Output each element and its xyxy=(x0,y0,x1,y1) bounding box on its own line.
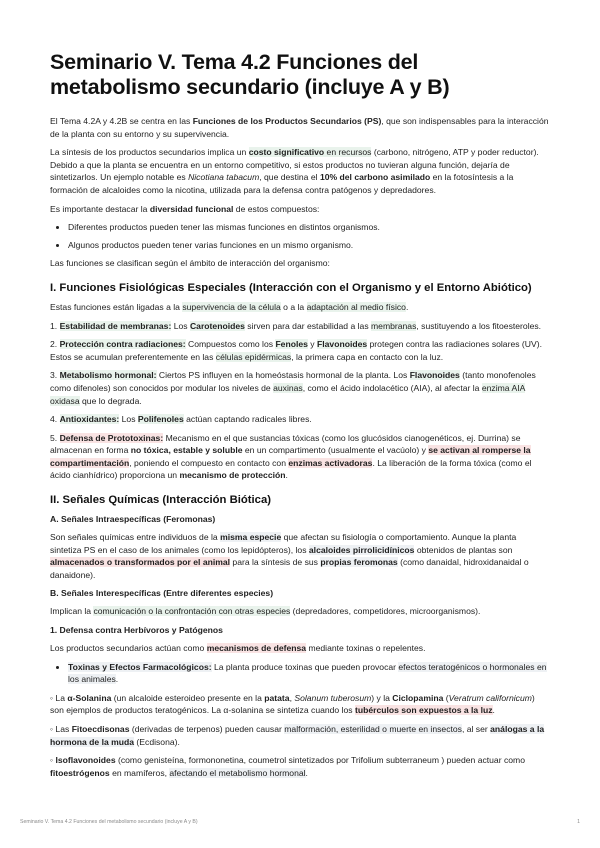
highlight: propias feromonas xyxy=(320,557,398,568)
highlight: enzimas activadoras xyxy=(288,457,373,468)
text: en la fotosíntesis a la formación de alcaloides como la nicotina, utilizada para la defensa contra patógenos y depredadores. xyxy=(50,172,514,195)
subsection-1-paragraph xyxy=(50,642,550,655)
highlight: costo significativo xyxy=(248,147,325,158)
text: , poniendo el compuesto en contacto con xyxy=(129,457,289,468)
highlight: supervivencia de la célula xyxy=(182,301,281,312)
text: (carbono, nitrógeno, ATP y poder reductor). Debido a que la planta se encuentra en un entorno competitivo, si estos productos no tuvieran alguna función, dejaría de sintetizarlos. Un ejemplo notable es xyxy=(50,147,539,183)
section-1-item-2 xyxy=(50,338,550,363)
text: (un alcaloide esteroideo presente en la xyxy=(111,692,265,703)
intro-bullet-list xyxy=(50,221,550,251)
highlight: comunicación o la confrontación con otras especies xyxy=(93,606,291,617)
highlight: en recursos xyxy=(324,147,372,158)
text: , que destina el xyxy=(259,172,320,183)
italic-text: Veratrum californicum xyxy=(448,692,532,703)
highlight: Polifenoles xyxy=(137,414,184,425)
text: Son señales químicas entre individuos de la xyxy=(50,532,221,543)
solanine-paragraph xyxy=(50,692,550,717)
subsection-1-heading: 1. Defensa contra Herbívoros y Patógenos xyxy=(50,625,223,636)
text: o a la xyxy=(280,301,307,312)
bold-text: 10% del carbono asimilado xyxy=(319,172,431,183)
highlight: células epidérmicas xyxy=(215,351,292,362)
document-page xyxy=(50,50,550,785)
subsection-b-paragraph xyxy=(50,605,550,618)
highlight: se activan al romperse la compartimentación xyxy=(50,445,531,468)
italic-text: Nicotiana tabacum xyxy=(188,172,260,183)
text: . xyxy=(305,767,308,778)
text: Implican la xyxy=(50,606,94,617)
highlight: Toxinas y Efectos Farmacológicos: xyxy=(68,661,212,672)
text: , la primera capa en contacto con la luz. xyxy=(291,351,444,362)
text: (tanto monofenoles como difenoles) son conocidos por modular los niveles de xyxy=(50,370,536,393)
text: Ciertos PS influyen en la homeóstasis hormonal de la planta. Los xyxy=(156,370,410,381)
highlight: Protección contra radiaciones: xyxy=(59,339,186,350)
text: Los productos secundarios actúan como xyxy=(50,643,207,654)
list-item xyxy=(68,661,550,686)
highlight: afectando el metabolismo hormonal xyxy=(169,767,306,778)
text: , xyxy=(289,692,295,703)
highlight: Metabolismo hormonal: xyxy=(59,370,157,381)
text: La síntesis de los productos secundarios implica un xyxy=(50,147,249,158)
section-1-item-4 xyxy=(50,413,550,426)
text: actúan captando radicales libres. xyxy=(183,414,312,425)
item-number: 4. xyxy=(50,414,60,425)
bold-text: α-Solanina xyxy=(67,692,112,703)
highlight: Flavonoides xyxy=(317,339,368,350)
text: ◦ xyxy=(50,755,56,766)
highlight: alcaloides pirrolicidínicos xyxy=(308,544,415,555)
page-title: Seminario V. Tema 4.2 Funciones del metabolismo secundario (incluye A y B) xyxy=(50,50,450,99)
highlight: adaptación al medio físico xyxy=(306,301,406,312)
highlight: mecanismos de defensa xyxy=(206,643,307,654)
text: que lo degrada. xyxy=(79,395,142,406)
highlight: análogas a la hormona de la muda xyxy=(50,724,545,747)
page-number: 1 xyxy=(577,819,580,825)
item-number: 2. xyxy=(50,339,60,350)
text: Mecanismo en el que sustancias tóxicas (como los glucósidos cianogenéticos, ej. Durrina) se almacenan en forma xyxy=(50,432,521,456)
bold-text: diversidad funcional xyxy=(149,203,234,214)
item-number: 1. xyxy=(50,320,60,331)
text: sirven para dar estabilidad a las xyxy=(244,320,372,331)
text: en un compartimento (usualmente el vacúolo) y xyxy=(242,445,429,456)
highlight: Estabilidad de membranas: xyxy=(59,320,172,331)
text: ( xyxy=(443,692,449,703)
highlight: Fenoles xyxy=(275,339,308,350)
text: ) y la xyxy=(371,692,393,703)
text: para la síntesis de sus xyxy=(230,557,321,568)
text: , sustituyendo a los fitoesteroles. xyxy=(416,320,542,331)
text: ) son ejemplos de productos teratogénicos. La α-solanina se sintetiza cuando los xyxy=(50,692,535,716)
bold-text: Ciclopamina xyxy=(392,692,444,703)
section-1-lead xyxy=(50,301,550,314)
text: . xyxy=(285,470,288,481)
bold-text: Isoflavonoides xyxy=(55,755,116,766)
text: El Tema 4.2A y 4.2B se centra en las xyxy=(50,116,193,126)
subsection-b-heading: B. Señales Interespecíficas (Entre diferentes especies) xyxy=(50,588,274,599)
text: , que son indispensables para la interacción de la planta con su entorno y su supervivencia. xyxy=(50,116,549,139)
italic-text: Solanum tuberosum xyxy=(294,692,372,703)
highlight: efectos teratogénicos o hormonales en los animales xyxy=(68,661,547,685)
intro-paragraph-4: Las funciones se clasifican según el ámbito de interacción del organismo: xyxy=(50,258,330,269)
intro-paragraph-2 xyxy=(50,146,550,196)
bold-text: no tóxica, estable y soluble xyxy=(130,445,243,456)
highlight: almacenados o transformados por el animal xyxy=(50,557,231,568)
text: , como el ácido indolacético (AIA), al afectar la xyxy=(302,382,482,393)
text: . La liberación de la forma tóxica (como el ácido cianhídrico) proporciona un xyxy=(50,457,532,481)
item-number: 3. xyxy=(50,370,60,381)
highlight: Flavonoides xyxy=(409,370,460,381)
section-1-item-3 xyxy=(50,369,550,407)
bold-text: fitoestrógenos xyxy=(50,767,110,778)
text: Los xyxy=(119,414,138,425)
text: (derivadas de terpenos) pueden causar xyxy=(129,724,285,734)
section-1-item-1 xyxy=(50,320,550,333)
bold-text: Fitoecdisonas xyxy=(71,724,130,734)
bold-text: mecanismo de protección xyxy=(179,470,286,481)
text: protegen contra las radiaciones solares (UV). Estos se acumulan preferentemente en las xyxy=(50,339,542,362)
highlight: Defensa de Prototoxinas: xyxy=(59,432,164,443)
text: en mamíferos, xyxy=(109,767,170,778)
page-footer xyxy=(20,819,580,825)
text: Es importante destacar la xyxy=(50,203,150,214)
text: . xyxy=(115,674,119,685)
highlight: Antioxidantes: xyxy=(59,414,120,425)
bold-text: Funciones de los Productos Secundarios (PS) xyxy=(192,116,382,126)
text: La planta produce toxinas que pueden provocar xyxy=(211,661,399,672)
highlight: membranas xyxy=(371,320,417,331)
text: (como genisteína, formononetina, coumetrol sintetizados por Trifolium subterraneum ) pueden actuar como xyxy=(115,755,525,766)
text: que afectan su fisiología o comportamiento. Aunque la planta sintetiza PS en el caso de los animales (como los lepidópteros), los xyxy=(50,532,517,555)
text: ◦ La xyxy=(50,692,68,703)
highlight: misma especie xyxy=(220,532,282,543)
highlight: enzima AIA oxidasa xyxy=(50,382,526,406)
text: y xyxy=(307,339,317,350)
text: obtenidos de plantas son xyxy=(414,544,513,555)
list-item: • Diferentes productos pueden tener las mismas funciones en distintos organismos. xyxy=(68,221,550,234)
text: Compuestos como los xyxy=(185,339,276,350)
text: de estos compuestos: xyxy=(233,203,320,214)
highlight: malformación, esterilidad o muerte en insectos xyxy=(284,724,462,734)
text: Estas funciones están ligadas a la xyxy=(50,301,183,312)
intro-paragraph-3 xyxy=(50,203,550,216)
phytoecdysone-paragraph xyxy=(50,723,550,748)
text: (como danaidal, hidroxidanaidal o danaidone). xyxy=(50,557,529,580)
section-2-heading: II. Señales Químicas (Interacción Biótica) xyxy=(50,494,271,507)
subsection-a-paragraph xyxy=(50,531,550,581)
text: . xyxy=(492,705,495,716)
section-1-heading: I. Funciones Fisiológicas Especiales (Interacción con el Organismo y el Entorno Abiótico) xyxy=(50,281,532,294)
toxins-list xyxy=(50,661,550,686)
highlight: tubérculos son expuestos a la luz xyxy=(354,705,493,716)
text: . xyxy=(405,301,409,312)
highlight: auxinas xyxy=(273,382,303,393)
bold-text: patata xyxy=(264,692,290,703)
highlight: Carotenoides xyxy=(189,320,245,331)
text: (depredadores, competidores, microorganismos). xyxy=(290,606,481,617)
item-number: 5. xyxy=(50,432,60,443)
footer-title: Seminario V. Tema 4.2 Funciones del metabolismo secundario (incluye A y B) xyxy=(20,819,198,825)
list-item: • Algunos productos pueden tener varias funciones en un mismo organismo. xyxy=(68,239,550,252)
text: mediante toxinas o repelentes. xyxy=(306,643,426,654)
isoflavonoid-paragraph xyxy=(50,754,550,779)
intro-paragraph-1 xyxy=(50,115,550,140)
text: , al ser xyxy=(461,724,491,734)
text: (Ecdisona). xyxy=(134,736,180,747)
subsection-a-heading: A. Señales Intraespecíficas (Feromonas) xyxy=(50,514,216,525)
text: Los xyxy=(171,320,190,331)
text: ◦ Las xyxy=(50,724,72,734)
section-1-item-5 xyxy=(50,432,550,482)
